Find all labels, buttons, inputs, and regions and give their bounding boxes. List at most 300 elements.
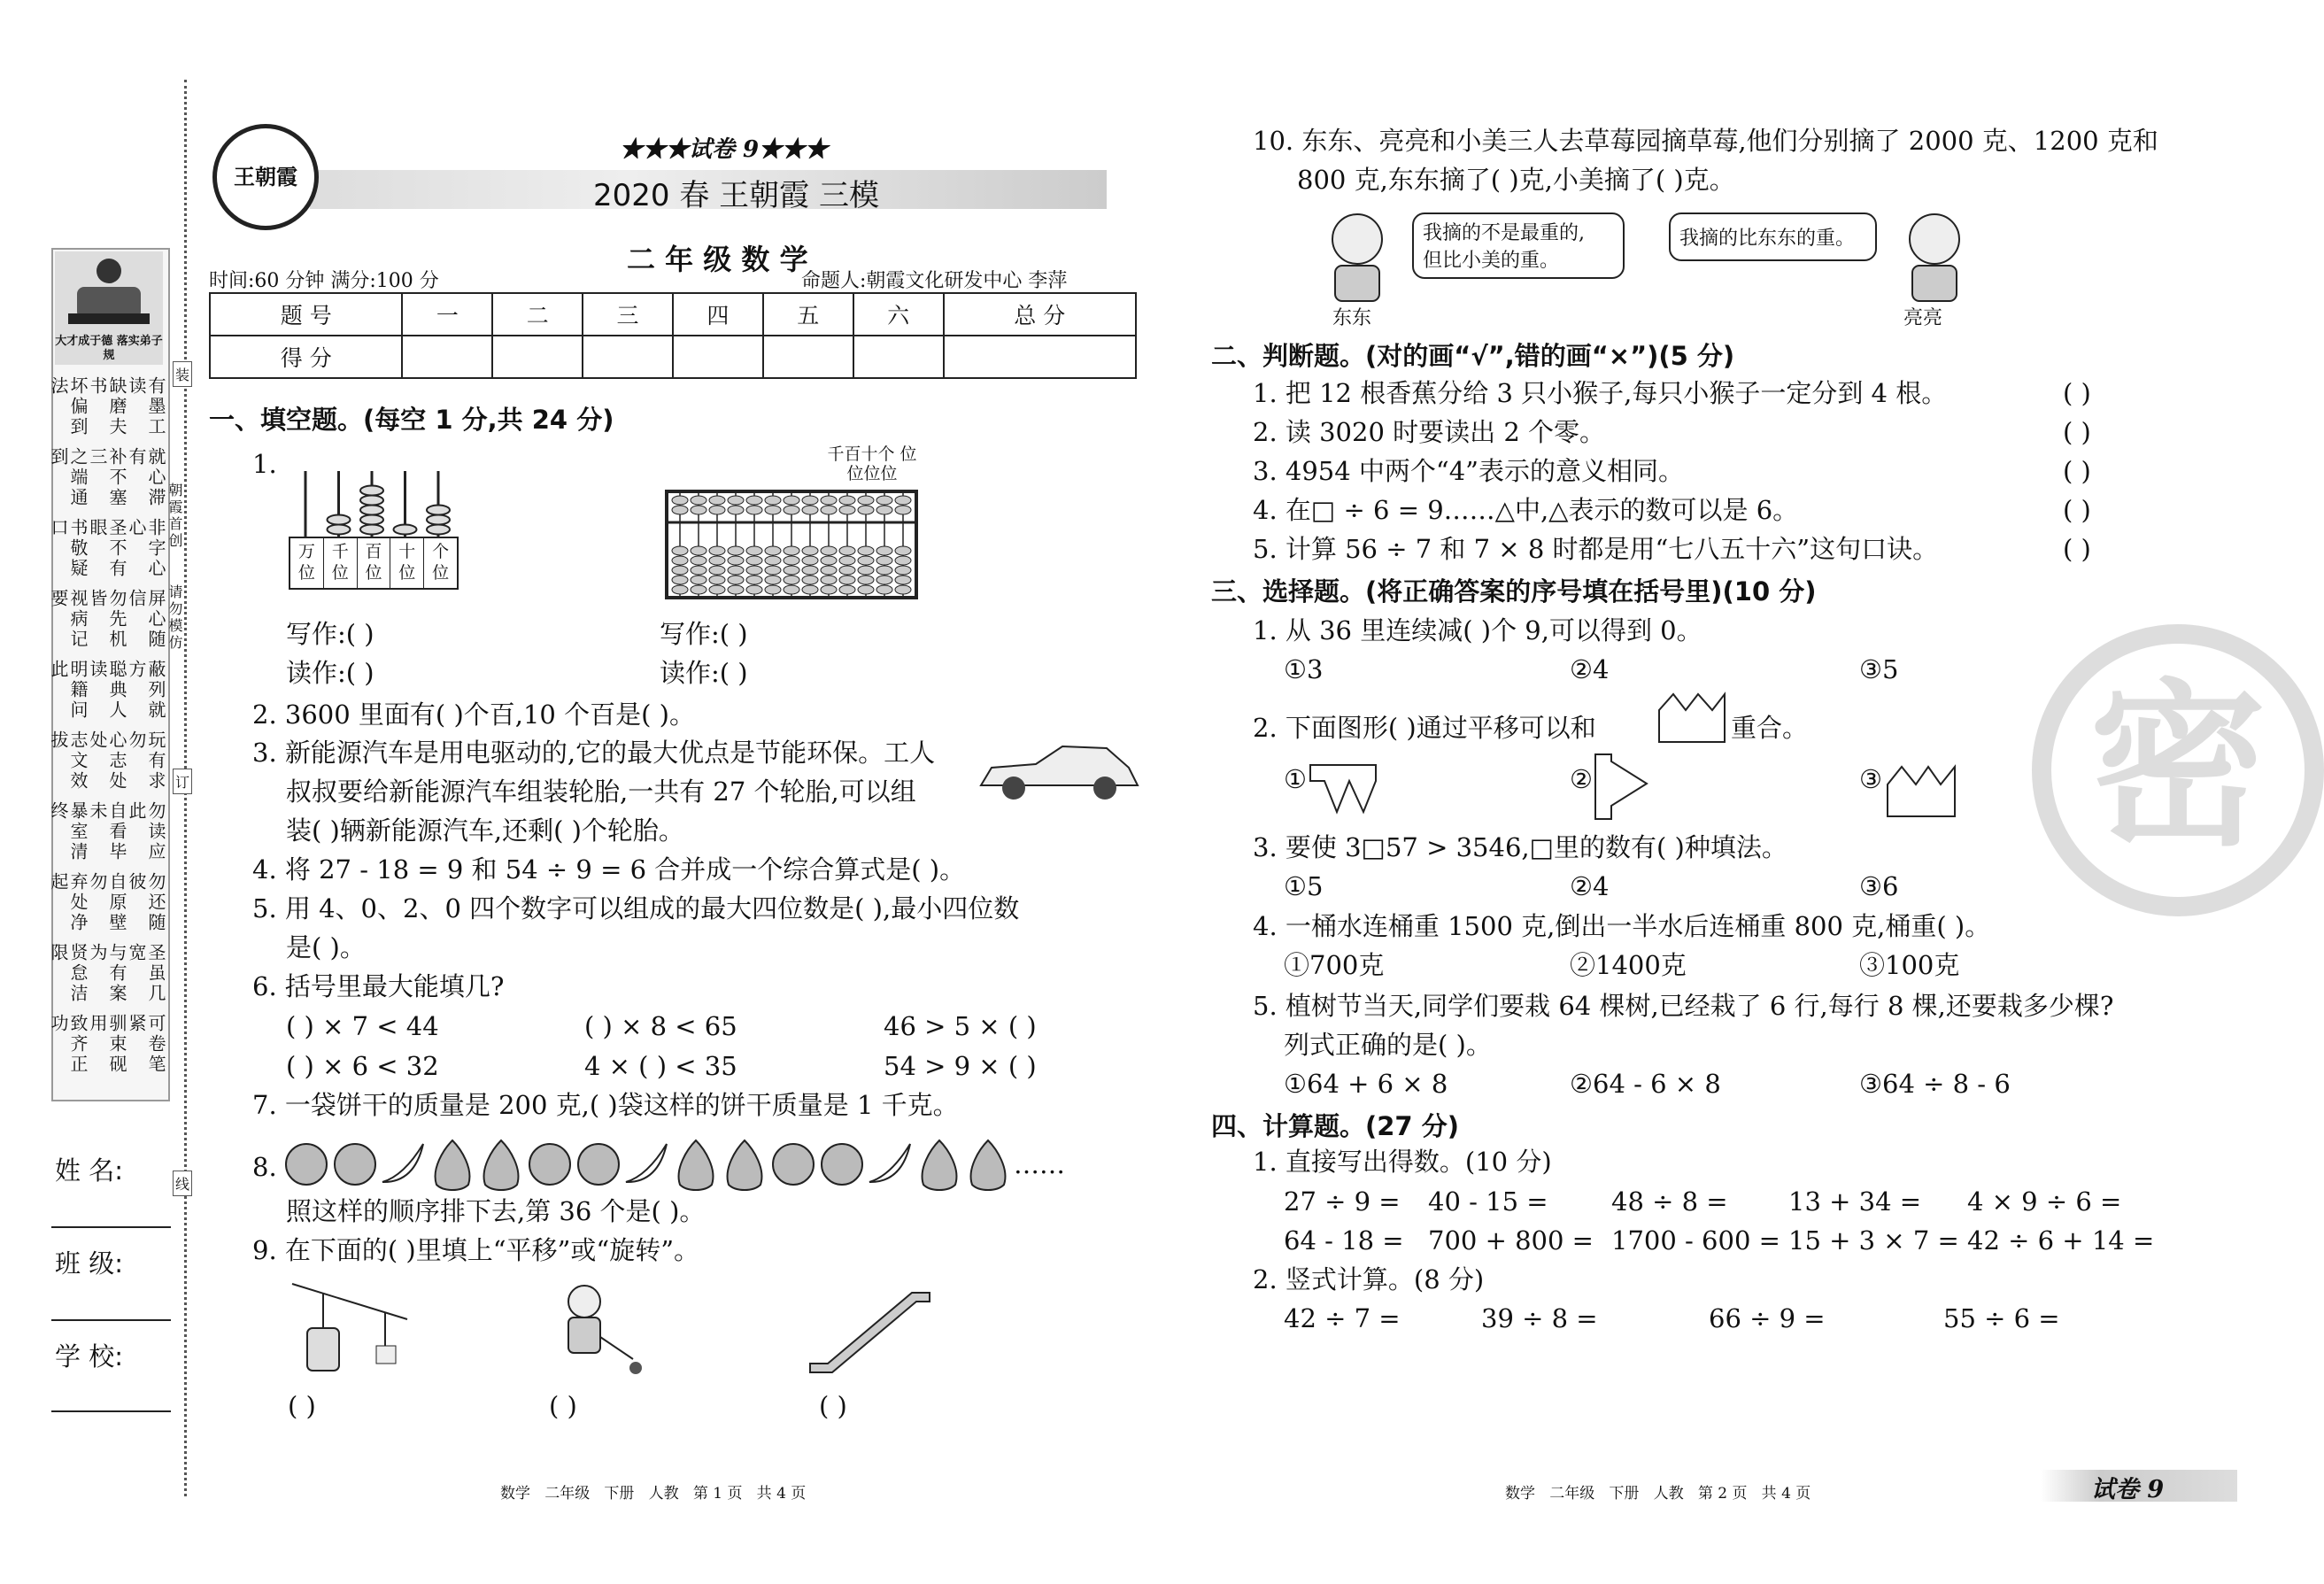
pear-icon bbox=[923, 1140, 957, 1190]
abacus-lower-bead bbox=[876, 585, 892, 594]
school-field-label: 学 校: bbox=[55, 1341, 123, 1372]
score-input-cell[interactable] bbox=[402, 336, 492, 378]
motto-box bbox=[55, 251, 163, 365]
abacus-lower-bead bbox=[839, 556, 855, 565]
poem-column: 非字心心 bbox=[126, 518, 166, 579]
calc-r2c4: 15 + 3 × 7 = bbox=[1788, 1225, 1959, 1256]
q9-blank-1: ( ) bbox=[288, 1391, 316, 1421]
abacus-lower-bead bbox=[746, 576, 762, 584]
poem-column: 玩有求勿 bbox=[126, 730, 166, 792]
poem-column: 驯束砚用 bbox=[87, 1014, 127, 1075]
judgement-answer-blank[interactable]: ( ) bbox=[2063, 495, 2091, 525]
abacus-lower-bead bbox=[765, 585, 781, 594]
abacus-lower-bead bbox=[895, 546, 911, 555]
abacus-lower-bead bbox=[765, 546, 781, 555]
abacus-lower-bead bbox=[672, 556, 688, 565]
abacus-lower-bead bbox=[672, 576, 688, 584]
calc-r3c4: 55 ÷ 6 = bbox=[1943, 1303, 2060, 1333]
poem-column: 暴室清终 bbox=[48, 801, 89, 862]
abacus-lower-bead bbox=[709, 566, 725, 575]
speech-bubble-1 bbox=[1412, 212, 1625, 279]
footer-left: 数学 二年级 下册 人教 第 1 页 共 4 页 bbox=[500, 1485, 807, 1503]
abacus-lower-bead bbox=[691, 585, 706, 594]
part1-heading: 一、填空题。(每空 1 分,共 24 分) bbox=[209, 405, 614, 435]
q4: 4. 将 27 - 18 = 9 和 54 ÷ 9 = 6 合并成一个综合算式是( )。 bbox=[252, 854, 966, 885]
abacus-upper-bead bbox=[876, 506, 892, 514]
poem-column: 明籍问此 bbox=[48, 660, 89, 721]
pear-icon bbox=[728, 1140, 762, 1190]
abacus-lower-bead bbox=[709, 546, 725, 555]
poem-column: 自看毕未 bbox=[87, 801, 127, 862]
poem-column: 缺磨夫书 bbox=[87, 376, 127, 437]
abacus-lower-bead bbox=[691, 546, 706, 555]
abacus-lower-bead bbox=[895, 585, 911, 594]
abacus-lower-bead bbox=[784, 576, 799, 584]
name-dongdong: 东东 bbox=[1332, 307, 1372, 329]
q8-ellipsis: …… bbox=[1014, 1149, 1065, 1179]
pear-icon bbox=[436, 1140, 470, 1190]
abacus-upper-bead bbox=[746, 496, 762, 505]
abacus-upper-bead bbox=[821, 506, 837, 514]
poem-group bbox=[48, 872, 166, 943]
abacus-upper-bead bbox=[858, 496, 874, 505]
c5-line2: 列式正确的是( )。 bbox=[1284, 1030, 1492, 1060]
banana-icon bbox=[382, 1144, 423, 1182]
footer-right: 数学 二年级 下册 人教 第 2 页 共 4 页 bbox=[1505, 1485, 1811, 1503]
abacus-lower-bead bbox=[821, 576, 837, 584]
q2: 2. 3600 里面有( )个百,10 个百是( )。 bbox=[252, 699, 695, 730]
abacus-lower-bead bbox=[895, 566, 911, 575]
score-header-cell: 二 bbox=[492, 293, 583, 336]
school-field-line[interactable] bbox=[51, 1410, 171, 1412]
c1-text: 1. 从 36 里连续减( )个 9,可以得到 0。 bbox=[1253, 615, 1702, 645]
time-info: 时间:60 分钟 满分:100 分 bbox=[209, 270, 439, 292]
abacus-lower-bead bbox=[709, 585, 725, 594]
abacus-upper-bead bbox=[728, 496, 744, 505]
vertical-note-2: 请勿模仿 bbox=[166, 584, 183, 652]
calc-r3c3: 66 ÷ 9 = bbox=[1709, 1303, 1826, 1333]
abacus-lower-bead bbox=[858, 546, 874, 555]
abacus-lower-bead bbox=[728, 566, 744, 575]
footer-tag: 试卷 9 bbox=[2091, 1476, 2165, 1503]
poem-column: 视病记要 bbox=[48, 589, 89, 650]
abacus-lower-bead bbox=[746, 556, 762, 565]
c1-opt-3: ③5 bbox=[1859, 654, 1899, 684]
calc-r1c4: 13 + 34 = bbox=[1788, 1186, 1922, 1217]
author-info: 命题人:朝霞文化研发中心 李萍 bbox=[801, 270, 1068, 292]
poem-column: 之端通到 bbox=[48, 447, 89, 508]
poem-columns bbox=[48, 376, 166, 1085]
c3-text: 3. 要使 3□57 > 3546,□里的数有( )种填法。 bbox=[1253, 832, 1787, 862]
poem-column: 坏偏到法 bbox=[48, 376, 89, 437]
abacus-lower-bead bbox=[858, 576, 874, 584]
score-header-cell: 三 bbox=[583, 293, 673, 336]
abacus-lower-bead bbox=[802, 556, 818, 565]
abacus-lower-bead bbox=[839, 566, 855, 575]
poem-column: 圣不有眼 bbox=[87, 518, 127, 579]
calc-r3c1: 42 ÷ 7 = bbox=[1284, 1303, 1401, 1333]
abacus-lower-bead bbox=[802, 576, 818, 584]
abacus-lower-bead bbox=[691, 566, 706, 575]
fruit-sequence bbox=[282, 1133, 1043, 1195]
name-field-label: 姓 名: bbox=[55, 1155, 123, 1186]
abacus-upper-bead bbox=[895, 496, 911, 505]
abacus-lower-bead bbox=[765, 566, 781, 575]
target-shape bbox=[1657, 692, 1726, 744]
option-shape-1 bbox=[1309, 763, 1379, 816]
cut-label-1: 装 bbox=[173, 361, 192, 387]
abacus-lower-bead bbox=[784, 566, 799, 575]
counting-bead bbox=[427, 515, 450, 525]
apple-icon bbox=[822, 1144, 862, 1185]
c2-text-a: 2. 下面图形( )通过平移可以和 bbox=[1253, 713, 1596, 743]
q1-read-1: 读作:( ) bbox=[286, 658, 374, 688]
name-field-line[interactable] bbox=[51, 1226, 171, 1228]
poem-group bbox=[48, 801, 166, 872]
q5-line2: 是( )。 bbox=[286, 932, 366, 962]
judgement-answer-blank[interactable]: ( ) bbox=[2063, 417, 2091, 447]
abacus-lower-bead bbox=[858, 585, 874, 594]
counting-bead bbox=[360, 506, 383, 515]
abacus-lower-bead bbox=[709, 556, 725, 565]
c3-opt-3: ③6 bbox=[1859, 871, 1899, 901]
q3-line1: 3. 新能源汽车是用电驱动的,它的最大优点是节能环保。工人 bbox=[252, 738, 936, 768]
pear-icon bbox=[971, 1140, 1006, 1190]
poem-column: 聪典人读 bbox=[87, 660, 127, 721]
poem-column: 书敬疑口 bbox=[48, 518, 89, 579]
banana-icon bbox=[626, 1144, 667, 1182]
q9-blank-2: ( ) bbox=[549, 1391, 577, 1421]
c2-opt-1: ① bbox=[1284, 764, 1307, 794]
c1-opt-2: ②4 bbox=[1570, 654, 1610, 684]
calc-r2c5: 42 ÷ 6 + 14 = bbox=[1967, 1225, 2155, 1256]
poem-group bbox=[48, 1014, 166, 1085]
abacus-upper-bead bbox=[839, 496, 855, 505]
c4-text: 4. 一桶水连桶重 1500 克,倒出一半水后连桶重 800 克,桶重( )。 bbox=[1253, 911, 1991, 941]
calc-sub1: 1. 直接写出得数。(10 分) bbox=[1253, 1147, 1552, 1177]
q1-write-1: 写作:( ) bbox=[286, 619, 374, 649]
counting-bead bbox=[328, 515, 351, 525]
abacus-lower-bead bbox=[784, 556, 799, 565]
poem-column: 可卷笔紧 bbox=[126, 1014, 166, 1075]
q6-r2c1: ( ) × 6 < 32 bbox=[286, 1051, 439, 1081]
paper-number: ★★★试卷 9★★★ bbox=[620, 136, 829, 163]
score-header-cell: 五 bbox=[763, 293, 853, 336]
option-shape-3 bbox=[1886, 761, 1957, 820]
q8-number: 8. bbox=[252, 1152, 277, 1182]
score-input-cell[interactable] bbox=[492, 336, 583, 378]
abacus-upper-bead bbox=[765, 506, 781, 514]
vertical-note-1: 朝霞首创 bbox=[166, 483, 183, 550]
abacus-lower-bead bbox=[746, 566, 762, 575]
poem-column: 补不塞三 bbox=[87, 447, 127, 508]
boy-dongdong-illustration bbox=[1317, 208, 1397, 305]
q10-line1: 10. 东东、亮亮和小美三人去草莓园摘草莓,他们分别摘了 2000 克、1200 克和 bbox=[1253, 126, 2158, 156]
abacus-lower-bead bbox=[895, 576, 911, 584]
abacus-top-label: 千百十个 位位位位 bbox=[827, 444, 917, 483]
abacus-upper-bead bbox=[839, 506, 855, 514]
class-field-line[interactable] bbox=[51, 1319, 171, 1321]
abacus-lower-bead bbox=[691, 576, 706, 584]
q9-text: 9. 在下面的( )里填上“平移”或“旋转”。 bbox=[252, 1235, 700, 1265]
logo-badge bbox=[212, 124, 319, 230]
q6-r2c3: 54 > 9 × ( ) bbox=[884, 1051, 1037, 1081]
counting-bead bbox=[360, 496, 383, 506]
score-input-cell[interactable] bbox=[673, 336, 763, 378]
poem-column: 贤怠洁限 bbox=[48, 943, 89, 1004]
abacus-2 bbox=[664, 489, 921, 604]
judgement-item: 4. 在□ ÷ 6 = 9……△中,△表示的数可以是 6。 bbox=[1253, 495, 1799, 525]
q9-blank-3: ( ) bbox=[819, 1391, 847, 1421]
abacus-upper-bead bbox=[709, 506, 725, 514]
abacus-lower-bead bbox=[746, 585, 762, 594]
judgement-answer-blank[interactable]: ( ) bbox=[2063, 378, 2091, 408]
poem-column: 蔽列就方 bbox=[126, 660, 166, 721]
abacus-lower-bead bbox=[839, 576, 855, 584]
calc-sub2: 2. 竖式计算。(8 分) bbox=[1253, 1264, 1485, 1294]
abacus-lower-bead bbox=[728, 546, 744, 555]
c4-opt-3: ③100克 bbox=[1859, 950, 1960, 980]
cable-car-illustration bbox=[288, 1275, 412, 1381]
abacus-lower-bead bbox=[821, 585, 837, 594]
poem-column: 弃处净起 bbox=[48, 872, 89, 933]
abacus-lower-bead bbox=[821, 566, 837, 575]
c1-opt-1: ①3 bbox=[1284, 654, 1324, 684]
part4-heading: 四、计算题。(27 分) bbox=[1211, 1111, 1459, 1141]
judgement-item: 3. 4954 中两个“4”表示的意义相同。 bbox=[1253, 456, 1685, 486]
part3-heading: 三、选择题。(将正确答案的序号填在括号里)(10 分) bbox=[1211, 576, 1817, 607]
abacus-upper-bead bbox=[765, 496, 781, 505]
cut-label-2: 订 bbox=[173, 769, 192, 794]
poem-group bbox=[48, 660, 166, 730]
judgement-item: 5. 计算 56 ÷ 7 和 7 × 8 时都是用“七八五十六”这句口诀。 bbox=[1253, 534, 1939, 564]
c5-opt-3: ③64 ÷ 8 - 6 bbox=[1859, 1069, 2011, 1099]
poem-column: 心志处处 bbox=[87, 730, 127, 792]
c5-line1: 5. 植树节当天,同学们要栽 64 棵树,已经栽了 6 行,每行 8 棵,还要栽多少棵? bbox=[1253, 991, 2114, 1021]
score-header-cell: 四 bbox=[673, 293, 763, 336]
logo-text: 王朝霞 bbox=[234, 164, 297, 189]
abacus-lower-bead bbox=[802, 585, 818, 594]
judgement-item: 1. 把 12 根香蕉分给 3 只小猴子,每只小猴子一定分到 4 根。 bbox=[1253, 378, 1948, 408]
abacus-lower-bead bbox=[802, 566, 818, 575]
q8-text: 照这样的顺序排下去,第 36 个是( )。 bbox=[286, 1196, 706, 1226]
poem-group bbox=[48, 589, 166, 660]
judgement-answer-blank[interactable]: ( ) bbox=[2063, 534, 2091, 564]
speech-bubble-2 bbox=[1669, 212, 1877, 261]
abacus-upper-bead bbox=[672, 506, 688, 514]
q3-line2: 叔叔要给新能源汽车组装轮胎,一共有 27 个轮胎,可以组 bbox=[286, 777, 916, 807]
pear-icon bbox=[484, 1140, 519, 1190]
abacus-lower-bead bbox=[765, 576, 781, 584]
abacus-lower-bead bbox=[876, 556, 892, 565]
calc-r2c3: 1700 - 600 = bbox=[1611, 1225, 1780, 1256]
apple-icon bbox=[529, 1144, 570, 1185]
abacus-lower-bead bbox=[895, 556, 911, 565]
scholar-figure bbox=[55, 251, 163, 331]
q1-write-2: 写作:( ) bbox=[660, 619, 748, 649]
abacus-upper-bead bbox=[858, 506, 874, 514]
abacus-lower-bead bbox=[802, 546, 818, 555]
score-row-header bbox=[210, 293, 1136, 336]
score-input-cell[interactable] bbox=[583, 336, 673, 378]
class-field-label: 班 级: bbox=[55, 1248, 123, 1279]
poem-column: 自原壁勿 bbox=[87, 872, 127, 933]
q1-number: 1. bbox=[252, 449, 277, 479]
abacus-lower-bead bbox=[876, 576, 892, 584]
abacus-lower-bead bbox=[784, 546, 799, 555]
place-value-label: 千位 bbox=[323, 538, 357, 588]
boy-with-toy-illustration bbox=[540, 1275, 655, 1381]
abacus-lower-bead bbox=[746, 546, 762, 555]
abacus-lower-bead bbox=[858, 556, 874, 565]
place-value-label: 个位 bbox=[423, 538, 457, 588]
bubble2-text: 我摘的比东东的重。 bbox=[1679, 228, 1856, 250]
pear-icon bbox=[679, 1140, 714, 1190]
cut-label-3: 线 bbox=[173, 1171, 192, 1196]
poem-group bbox=[48, 943, 166, 1014]
abacus-upper-bead bbox=[802, 506, 818, 514]
poem-group bbox=[48, 518, 166, 589]
abacus-upper-bead bbox=[876, 496, 892, 505]
abacus-upper-bead bbox=[821, 496, 837, 505]
apple-icon bbox=[286, 1144, 327, 1185]
abacus-upper-bead bbox=[672, 496, 688, 505]
score-header-cell: 总 分 bbox=[944, 293, 1136, 336]
counting-bead bbox=[360, 525, 383, 535]
calc-r2c1: 64 - 18 = bbox=[1284, 1225, 1404, 1256]
score-table bbox=[209, 292, 1137, 379]
poem-column: 屏心随信 bbox=[126, 589, 166, 650]
q6-r1c3: 46 > 5 × ( ) bbox=[884, 1011, 1037, 1041]
abacus-lower-bead bbox=[858, 566, 874, 575]
poem-column: 有墨工读 bbox=[126, 376, 166, 437]
q6-r2c2: 4 × ( ) < 35 bbox=[584, 1051, 737, 1081]
boy-liangliang-illustration bbox=[1895, 208, 1974, 305]
poem-column: 圣虽几宽 bbox=[126, 943, 166, 1004]
poem-column: 与有案为 bbox=[87, 943, 127, 1004]
calc-r3c2: 39 ÷ 8 = bbox=[1481, 1303, 1598, 1333]
judgement-answer-blank[interactable]: ( ) bbox=[2063, 456, 2091, 486]
place-value-label: 百位 bbox=[357, 538, 390, 588]
abacus-lower-bead bbox=[839, 585, 855, 594]
q6-r1c1: ( ) × 7 < 44 bbox=[286, 1011, 439, 1041]
q7: 7. 一袋饼干的质量是 200 克,( )袋这样的饼干质量是 1 千克。 bbox=[252, 1090, 959, 1120]
score-row-values bbox=[210, 336, 1136, 378]
c3-opt-1: ①5 bbox=[1284, 871, 1324, 901]
motto-text: 大才成于德 落实弟子规 bbox=[55, 335, 163, 362]
score-input-cell[interactable] bbox=[944, 336, 1136, 378]
abacus-lower-bead bbox=[728, 556, 744, 565]
apple-icon bbox=[773, 1144, 814, 1185]
q1-read-2: 读作:( ) bbox=[660, 658, 748, 688]
name-liangliang: 亮亮 bbox=[1903, 307, 1943, 329]
apple-icon bbox=[578, 1144, 619, 1185]
calc-r1c2: 40 - 15 = bbox=[1428, 1186, 1548, 1217]
abacus-upper-bead bbox=[746, 506, 762, 514]
banana-icon bbox=[869, 1144, 910, 1182]
abacus-upper-bead bbox=[784, 506, 799, 514]
poem-group bbox=[48, 730, 166, 801]
exam-title: 2020 春 王朝霞 三模 bbox=[593, 178, 879, 213]
q3-line3: 装( )辆新能源汽车,还剩( )个轮胎。 bbox=[286, 815, 684, 846]
counting-bead bbox=[427, 506, 450, 515]
q6-title: 6. 括号里最大能填几? bbox=[252, 971, 505, 1001]
poem-column: 志文效拔 bbox=[48, 730, 89, 792]
judgement-item: 2. 读 3020 时要读出 2 个零。 bbox=[1253, 417, 1606, 447]
q5-line1: 5. 用 4、0、2、0 四个数字可以组成的最大四位数是( ),最小四位数 bbox=[252, 893, 1020, 923]
counting-bead bbox=[360, 486, 383, 496]
abacus-lower-bead bbox=[672, 585, 688, 594]
car-illustration bbox=[974, 739, 1142, 806]
abacus-lower-bead bbox=[876, 566, 892, 575]
score-header-cell: 一 bbox=[402, 293, 492, 336]
abacus-lower-bead bbox=[709, 576, 725, 584]
q10-line2: 800 克,东东摘了( )克,小美摘了( )克。 bbox=[1297, 165, 1735, 195]
calc-r1c1: 27 ÷ 9 = bbox=[1284, 1186, 1401, 1217]
abacus-upper-bead bbox=[691, 506, 706, 514]
counting-bead bbox=[394, 525, 417, 535]
abacus-lower-bead bbox=[672, 566, 688, 575]
apple-icon bbox=[335, 1144, 375, 1185]
c2-opt-3: ③ bbox=[1859, 764, 1882, 794]
c5-opt-2: ②64 - 6 × 8 bbox=[1570, 1069, 1721, 1099]
abacus-upper-bead bbox=[802, 496, 818, 505]
place-value-label: 十位 bbox=[390, 538, 423, 588]
calc-r1c3: 48 ÷ 8 = bbox=[1611, 1186, 1728, 1217]
abacus-upper-bead bbox=[691, 496, 706, 505]
abacus-lower-bead bbox=[821, 546, 837, 555]
score-header-cell: 六 bbox=[853, 293, 944, 336]
poem-column: 勿还随彼 bbox=[126, 872, 166, 933]
score-header-cell: 题 号 bbox=[210, 293, 402, 336]
counting-bead bbox=[328, 525, 351, 535]
bubble1-line1: 我摘的不是最重的, bbox=[1423, 222, 1585, 244]
c4-opt-2: ②1400克 bbox=[1570, 950, 1687, 980]
poem-column: 就心滞有 bbox=[126, 447, 166, 508]
counting-bead bbox=[360, 515, 383, 525]
stamp-glyph: 密 bbox=[2089, 664, 2266, 870]
option-shape-2 bbox=[1594, 753, 1656, 823]
poem-group bbox=[48, 447, 166, 518]
abacus-lower-bead bbox=[876, 546, 892, 555]
c5-opt-1: ①64 + 6 × 8 bbox=[1284, 1069, 1448, 1099]
bubble1-line2: 但比小美的重。 bbox=[1423, 250, 1560, 272]
abacus-lower-bead bbox=[765, 556, 781, 565]
score-input-cell[interactable] bbox=[853, 336, 944, 378]
calc-r1c5: 4 × 9 ÷ 6 = bbox=[1967, 1186, 2122, 1217]
abacus-upper-bead bbox=[895, 506, 911, 514]
poem-column: 致齐正功 bbox=[48, 1014, 89, 1075]
c2-opt-2: ② bbox=[1570, 764, 1593, 794]
abacus-lower-bead bbox=[728, 585, 744, 594]
c3-opt-2: ②4 bbox=[1570, 871, 1610, 901]
abacus-lower-bead bbox=[691, 556, 706, 565]
abacus-lower-bead bbox=[784, 585, 799, 594]
poem-column: 勿读应此 bbox=[126, 801, 166, 862]
abacus-lower-bead bbox=[821, 556, 837, 565]
score-input-cell[interactable] bbox=[763, 336, 853, 378]
abacus-upper-bead bbox=[728, 506, 744, 514]
calc-r2c2: 700 + 800 = bbox=[1428, 1225, 1594, 1256]
subject-title: 二 年 级 数 学 bbox=[627, 243, 808, 276]
abacus-upper-bead bbox=[709, 496, 725, 505]
abacus-lower-bead bbox=[839, 546, 855, 555]
counting-frame-labels bbox=[289, 537, 459, 590]
c4-opt-1: ①700克 bbox=[1284, 950, 1385, 980]
confidential-stamp bbox=[2032, 624, 2324, 916]
abacus-lower-bead bbox=[672, 546, 688, 555]
q6-r1c2: ( ) × 8 < 65 bbox=[584, 1011, 737, 1041]
